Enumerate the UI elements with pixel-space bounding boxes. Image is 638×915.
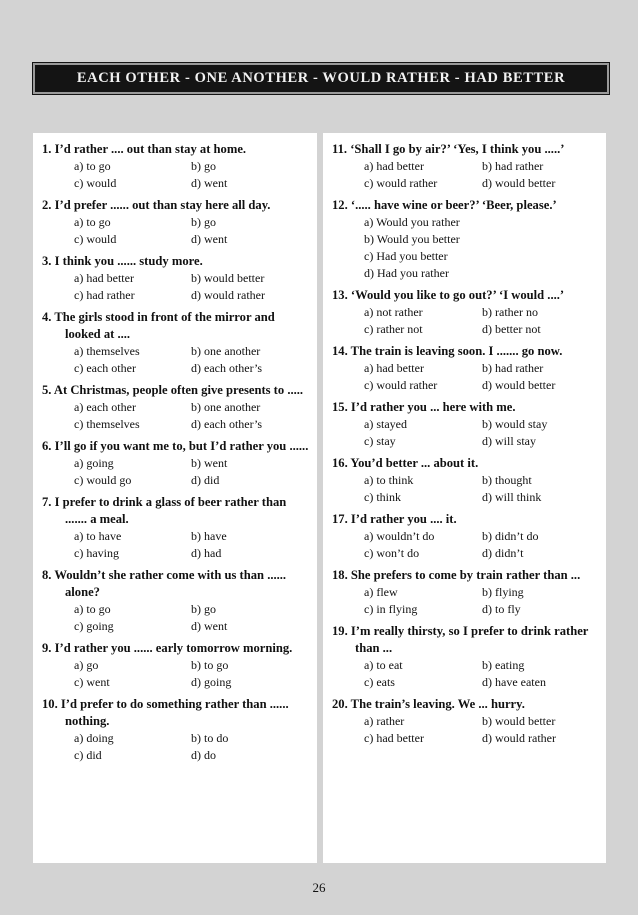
answer-option[interactable]: b) go bbox=[191, 602, 216, 616]
answer-option[interactable]: b) go bbox=[191, 215, 216, 229]
question-stem: 15. I’d rather you ... here with me. bbox=[332, 400, 516, 414]
answer-option[interactable]: a) each other bbox=[74, 400, 136, 414]
answer-option[interactable]: d) would better bbox=[482, 176, 556, 190]
question-stem: 13. ‘Would you like to go out?’ ‘I would ....’ bbox=[332, 288, 565, 302]
question-item bbox=[42, 567, 311, 635]
question-stem: 4. The girls stood in front of the mirror and looked at .... bbox=[42, 310, 275, 341]
question-stem: 9. I’d rather you ...... early tomorrow morning. bbox=[42, 641, 293, 655]
answer-option[interactable]: b) Would you better bbox=[364, 232, 460, 246]
page-number: 26 bbox=[312, 880, 326, 895]
question-stem: 2. I’d prefer ...... out than stay here all day. bbox=[42, 198, 271, 212]
question-stem: 16. You’d better ... about it. bbox=[332, 456, 479, 470]
answer-option[interactable]: d) Had you rather bbox=[364, 266, 449, 280]
question-item bbox=[332, 343, 600, 394]
answer-option[interactable]: a) to have bbox=[74, 529, 122, 543]
answer-option[interactable]: d) went bbox=[191, 619, 228, 633]
right-question-column bbox=[323, 133, 606, 863]
answer-option[interactable]: b) go bbox=[191, 159, 216, 173]
answer-option[interactable]: a) flew bbox=[364, 585, 398, 599]
question-item bbox=[42, 494, 311, 562]
question-stem: 7. I prefer to drink a glass of beer rather than ....... a meal. bbox=[42, 495, 287, 526]
answer-options bbox=[42, 158, 311, 192]
answer-options bbox=[42, 270, 311, 304]
answer-options bbox=[42, 455, 311, 489]
answer-option[interactable]: b) went bbox=[191, 456, 228, 470]
answer-option[interactable]: d) do bbox=[191, 748, 216, 762]
question-stem: 3. I think you ...... study more. bbox=[42, 254, 203, 268]
answer-options bbox=[332, 360, 600, 394]
question-item bbox=[42, 438, 311, 489]
answer-options bbox=[42, 601, 311, 635]
answer-options bbox=[332, 713, 600, 747]
answer-option[interactable]: b) flying bbox=[482, 585, 524, 599]
answer-option[interactable]: a) not rather bbox=[364, 305, 423, 319]
answer-option[interactable]: b) one another bbox=[191, 400, 261, 414]
answer-option[interactable]: d) better not bbox=[482, 322, 541, 336]
question-item bbox=[332, 511, 600, 562]
answer-option[interactable]: c) stay bbox=[364, 434, 396, 448]
answer-option[interactable]: a) doing bbox=[74, 731, 114, 745]
answer-option[interactable]: c) would rather bbox=[364, 378, 438, 392]
question-item bbox=[42, 382, 311, 433]
answer-option[interactable]: c) had better bbox=[364, 731, 424, 745]
question-stem: 5. At Christmas, people often give presents to ..... bbox=[42, 383, 304, 397]
answer-option[interactable]: d) did bbox=[191, 473, 220, 487]
answer-option[interactable]: d) going bbox=[191, 675, 232, 689]
question-item bbox=[42, 253, 311, 304]
answer-option[interactable]: b) didn’t do bbox=[482, 529, 539, 543]
answer-option[interactable]: b) would stay bbox=[482, 417, 548, 431]
answer-option[interactable]: a) go bbox=[74, 658, 99, 672]
question-item bbox=[42, 197, 311, 248]
question-stem: 12. ‘..... have wine or beer?’ ‘Beer, please.’ bbox=[332, 198, 557, 212]
answer-options bbox=[42, 730, 311, 764]
answer-option[interactable]: d) would rather bbox=[191, 288, 265, 302]
question-item bbox=[332, 567, 600, 618]
question-stem: 14. The train is leaving soon. I ....... go now. bbox=[332, 344, 563, 358]
answer-option[interactable]: d) will think bbox=[482, 490, 542, 504]
question-item bbox=[332, 197, 600, 282]
answer-option[interactable]: c) would go bbox=[74, 473, 132, 487]
answer-options bbox=[42, 214, 311, 248]
answer-option[interactable]: d) each other’s bbox=[191, 417, 263, 431]
answer-options bbox=[42, 657, 311, 691]
answer-options bbox=[332, 657, 600, 691]
answer-option[interactable]: a) to think bbox=[364, 473, 414, 487]
answer-option[interactable]: c) had rather bbox=[74, 288, 135, 302]
question-item bbox=[42, 141, 311, 192]
answer-option[interactable]: a) to eat bbox=[364, 658, 403, 672]
question-item bbox=[42, 309, 311, 377]
answer-option[interactable]: a) rather bbox=[364, 714, 405, 728]
answer-option[interactable]: d) have eaten bbox=[482, 675, 546, 689]
question-stem: 18. She prefers to come by train rather than ... bbox=[332, 568, 581, 582]
answer-option[interactable]: c) think bbox=[364, 490, 401, 504]
answer-option[interactable]: a) going bbox=[74, 456, 114, 470]
answer-option[interactable]: c) would bbox=[74, 176, 117, 190]
question-stem: 11. ‘Shall I go by air?’ ‘Yes, I think you .....’ bbox=[332, 142, 565, 156]
answer-option[interactable]: a) themselves bbox=[74, 344, 140, 358]
answer-option[interactable]: d) will stay bbox=[482, 434, 536, 448]
answer-options bbox=[332, 416, 600, 450]
answer-option[interactable]: a) stayed bbox=[364, 417, 407, 431]
answer-option[interactable]: c) rather not bbox=[364, 322, 423, 336]
answer-option[interactable]: a) had better bbox=[364, 361, 424, 375]
answer-option[interactable]: d) went bbox=[191, 176, 228, 190]
answer-option[interactable]: d) would better bbox=[482, 378, 556, 392]
answer-option[interactable]: a) had better bbox=[74, 271, 134, 285]
answer-option[interactable]: b) to do bbox=[191, 731, 229, 745]
question-stem: 10. I’d prefer to do something rather than ...... nothing. bbox=[42, 697, 289, 728]
question-stem: 6. I’ll go if you want me to, but I’d rather you ...... bbox=[42, 439, 309, 453]
answer-option[interactable]: c) having bbox=[74, 546, 119, 560]
answer-option[interactable]: c) in flying bbox=[364, 602, 418, 616]
answer-option[interactable]: b) to go bbox=[191, 658, 229, 672]
answer-option[interactable]: c) won’t do bbox=[364, 546, 420, 560]
answer-option[interactable]: a) had better bbox=[364, 159, 424, 173]
answer-option[interactable]: c) would bbox=[74, 232, 117, 246]
answer-option[interactable]: c) Had you better bbox=[364, 249, 448, 263]
answer-options bbox=[42, 528, 311, 562]
answer-option[interactable]: b) had rather bbox=[482, 159, 544, 173]
question-item bbox=[42, 696, 311, 764]
answer-option[interactable]: b) thought bbox=[482, 473, 532, 487]
question-item bbox=[332, 141, 600, 192]
answer-option[interactable]: a) wouldn’t do bbox=[364, 529, 435, 543]
answer-option[interactable]: b) had rather bbox=[482, 361, 544, 375]
answer-option[interactable]: a) to go bbox=[74, 602, 111, 616]
answer-options bbox=[42, 399, 311, 433]
answer-option[interactable]: d) went bbox=[191, 232, 228, 246]
answer-option[interactable]: c) would rather bbox=[364, 176, 438, 190]
question-item bbox=[332, 696, 600, 747]
answer-option[interactable]: d) to fly bbox=[482, 602, 521, 616]
answer-options bbox=[332, 528, 600, 562]
left-question-column bbox=[33, 133, 317, 863]
answer-option[interactable]: d) would rather bbox=[482, 731, 556, 745]
answer-option[interactable]: a) to go bbox=[74, 215, 111, 229]
answer-option[interactable]: d) each other’s bbox=[191, 361, 263, 375]
answer-option[interactable]: b) would better bbox=[482, 714, 556, 728]
answer-options bbox=[42, 343, 311, 377]
question-stem: 17. I’d rather you .... it. bbox=[332, 512, 457, 526]
question-item bbox=[332, 623, 600, 691]
answer-option[interactable]: c) eats bbox=[364, 675, 395, 689]
answer-options bbox=[332, 584, 600, 618]
answer-options bbox=[332, 304, 600, 338]
worksheet-title: EACH OTHER - ONE ANOTHER - WOULD RATHER - HAD BETTER bbox=[33, 63, 609, 94]
answer-options bbox=[332, 158, 600, 192]
answer-option[interactable]: b) have bbox=[191, 529, 227, 543]
answer-option[interactable]: b) one another bbox=[191, 344, 261, 358]
answer-option[interactable]: c) each other bbox=[74, 361, 136, 375]
answer-option[interactable]: b) would better bbox=[191, 271, 265, 285]
answer-option[interactable]: c) did bbox=[74, 748, 102, 762]
question-item bbox=[332, 399, 600, 450]
answer-option[interactable]: b) rather no bbox=[482, 305, 538, 319]
question-item bbox=[332, 287, 600, 338]
answer-option[interactable]: c) themselves bbox=[74, 417, 140, 431]
answer-option[interactable]: b) eating bbox=[482, 658, 525, 672]
question-stem: 8. Wouldn’t she rather come with us than ...... alone? bbox=[42, 568, 287, 599]
answer-option[interactable]: c) went bbox=[74, 675, 110, 689]
answer-option[interactable]: d) didn’t bbox=[482, 546, 524, 560]
answer-option[interactable]: d) had bbox=[191, 546, 222, 560]
question-stem: 20. The train’s leaving. We ... hurry. bbox=[332, 697, 525, 711]
answer-option[interactable]: a) to go bbox=[74, 159, 111, 173]
answer-option[interactable]: c) going bbox=[74, 619, 114, 633]
answer-options bbox=[332, 472, 600, 506]
question-item bbox=[332, 455, 600, 506]
answer-option[interactable]: a) Would you rather bbox=[364, 215, 460, 229]
question-item bbox=[42, 640, 311, 691]
question-stem: 1. I’d rather .... out than stay at home. bbox=[42, 142, 247, 156]
question-stem: 19. I’m really thirsty, so I prefer to drink rather than ... bbox=[332, 624, 589, 655]
answer-options bbox=[332, 214, 600, 282]
